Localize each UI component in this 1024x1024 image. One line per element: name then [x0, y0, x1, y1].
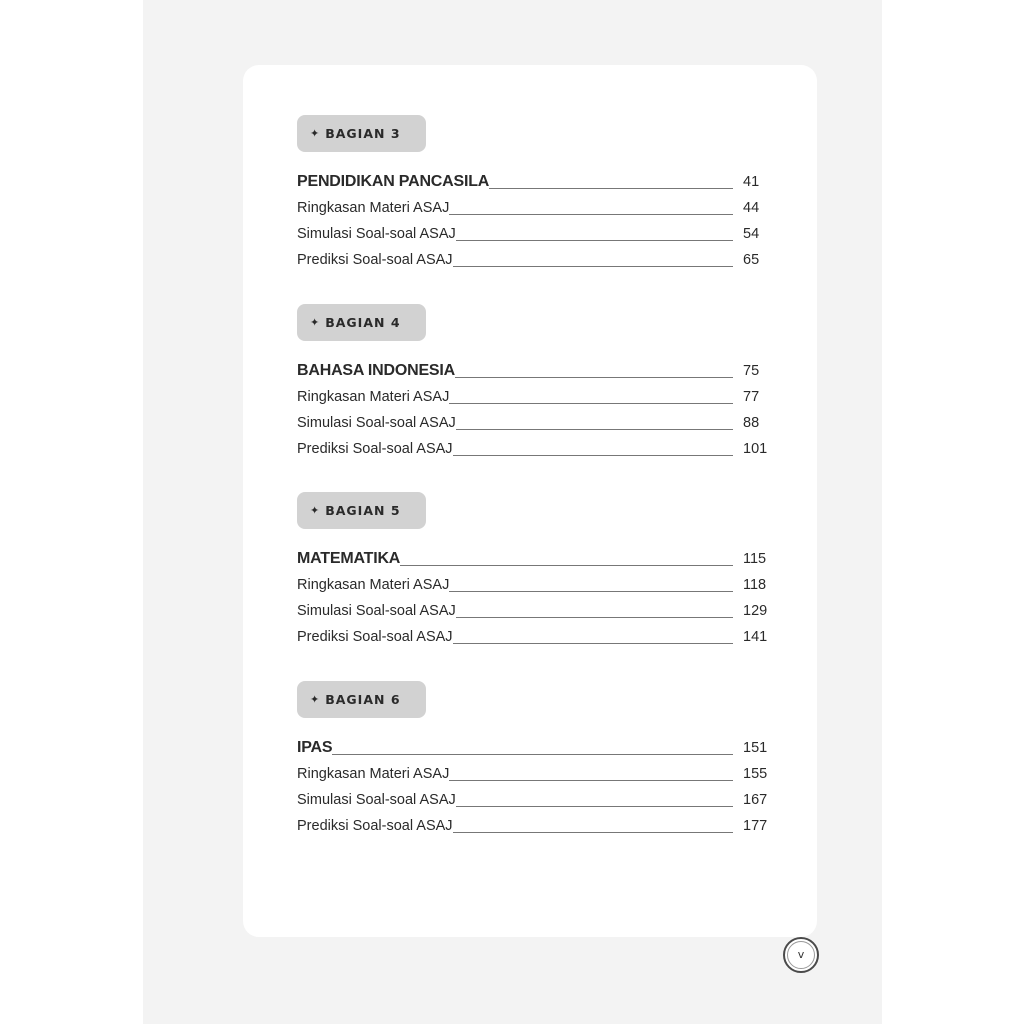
- toc-entry-page: 151: [743, 740, 768, 756]
- toc-entry-chapter[interactable]: [297, 171, 771, 191]
- toc-entry[interactable]: [297, 600, 771, 620]
- toc-entry-chapter[interactable]: [297, 737, 771, 757]
- toc-entry-page: 44: [743, 200, 760, 216]
- dotted-leader: [400, 564, 733, 566]
- dotted-leader: [456, 428, 733, 430]
- toc-entry-page: 54: [743, 226, 760, 242]
- toc-entry-label: Simulasi Soal-soal ASAJ: [297, 415, 456, 431]
- dotted-leader: [456, 805, 733, 807]
- toc-entry[interactable]: [297, 626, 771, 646]
- dotted-leader: [489, 187, 733, 189]
- toc-entry-label: Ringkasan Materi ASAJ: [297, 577, 450, 593]
- toc-entry-label: Prediksi Soal-soal ASAJ: [297, 441, 453, 457]
- page-number-badge: [783, 937, 819, 973]
- toc-entry-label: Ringkasan Materi ASAJ: [297, 389, 450, 405]
- dotted-leader: [453, 454, 733, 456]
- dotted-leader: [449, 213, 733, 215]
- toc-entry-page: 118: [743, 577, 767, 593]
- four-point-star-icon: ✦: [310, 316, 320, 329]
- toc-entry[interactable]: [297, 223, 771, 243]
- toc-entry-label: PENDIDIKAN PANCASILA: [297, 173, 490, 190]
- toc-entry-label: Prediksi Soal-soal ASAJ: [297, 818, 453, 834]
- toc-entry-label: Simulasi Soal-soal ASAJ: [297, 603, 456, 619]
- section-badge-label: BAGIAN 5: [325, 503, 401, 518]
- toc-entry-label: Simulasi Soal-soal ASAJ: [297, 792, 456, 808]
- four-point-star-icon: ✦: [310, 504, 320, 517]
- dotted-leader: [453, 642, 733, 644]
- toc-entry-chapter[interactable]: [297, 360, 771, 380]
- four-point-star-icon: ✦: [310, 693, 320, 706]
- section-badge: [297, 681, 426, 718]
- dotted-leader: [449, 779, 733, 781]
- toc-entry-page: 41: [743, 174, 760, 190]
- section-badge-label: BAGIAN 6: [325, 692, 401, 707]
- dotted-leader: [453, 265, 733, 267]
- toc-entry[interactable]: [297, 386, 771, 406]
- section-badge-label: BAGIAN 3: [325, 126, 401, 141]
- toc-entry-label: Ringkasan Materi ASAJ: [297, 766, 450, 782]
- toc-entry-page: 77: [743, 389, 760, 405]
- toc-entry-page: 115: [743, 551, 767, 567]
- section-badge-label: BAGIAN 4: [325, 315, 401, 330]
- toc-entry-page: 129: [743, 603, 768, 619]
- section-badge: [297, 115, 426, 152]
- toc-entry-label: MATEMATIKA: [297, 550, 401, 567]
- toc-entry[interactable]: [297, 789, 771, 809]
- toc-entry-page: 141: [743, 629, 768, 645]
- toc-entry[interactable]: [297, 197, 771, 217]
- toc-entry-label: Simulasi Soal-soal ASAJ: [297, 226, 456, 242]
- toc-entry[interactable]: [297, 763, 771, 783]
- toc-entry-page: 88: [743, 415, 760, 431]
- dotted-leader: [449, 590, 733, 592]
- document-page: [143, 0, 882, 1024]
- dotted-leader: [456, 616, 733, 618]
- toc-entry[interactable]: [297, 574, 771, 594]
- section-badge: [297, 304, 426, 341]
- four-point-star-icon: ✦: [310, 127, 320, 140]
- toc-entry-chapter[interactable]: [297, 548, 771, 568]
- page-number: v: [797, 947, 805, 961]
- toc-entry-label: BAHASA INDONESIA: [297, 362, 455, 379]
- dotted-leader: [449, 402, 733, 404]
- toc-entry-label: IPAS: [297, 739, 333, 756]
- toc-entry[interactable]: [297, 438, 771, 458]
- toc-entry-page: 101: [743, 441, 768, 457]
- toc-entry-label: Prediksi Soal-soal ASAJ: [297, 629, 453, 645]
- toc-entry[interactable]: [297, 412, 771, 432]
- dotted-leader: [456, 239, 733, 241]
- toc-entry-label: Ringkasan Materi ASAJ: [297, 200, 450, 216]
- toc-entry-page: 167: [743, 792, 768, 808]
- toc-entry[interactable]: [297, 815, 771, 835]
- section-badge: [297, 492, 426, 529]
- toc-entry-page: 177: [743, 818, 768, 834]
- dotted-leader: [453, 831, 733, 833]
- dotted-leader: [332, 753, 733, 755]
- table-of-contents: [243, 65, 817, 937]
- toc-entry-page: 75: [743, 363, 760, 379]
- toc-entry-page: 155: [743, 766, 768, 782]
- toc-entry[interactable]: [297, 249, 771, 269]
- toc-entry-page: 65: [743, 252, 760, 268]
- dotted-leader: [455, 376, 733, 378]
- toc-entry-label: Prediksi Soal-soal ASAJ: [297, 252, 453, 268]
